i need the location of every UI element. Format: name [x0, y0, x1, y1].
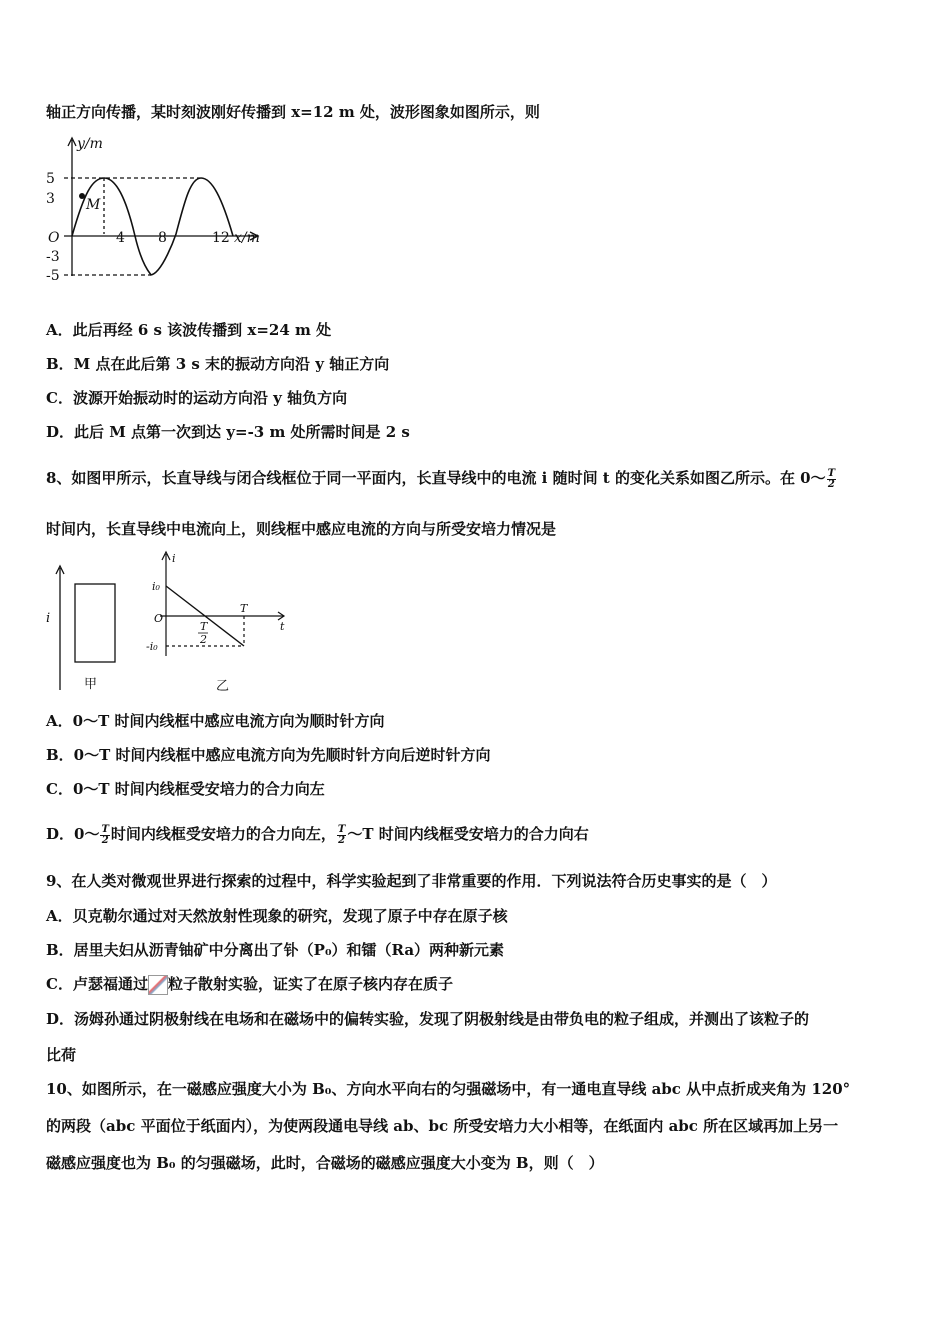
q8-d-frac2-num: T [337, 823, 346, 835]
neg-i0-label: -i₀ [146, 640, 158, 653]
q9-c-text1: C．卢瑟福通过 [46, 975, 148, 993]
x-tick-4: 4 [116, 230, 125, 246]
q8-stem-line2: 时间内，长直导线中电流向上，则线框中感应电流的方向与所受安培力情况是 [46, 520, 557, 538]
q10-line2: 的两段（abc 平面位于纸面内），为使两段通电导线 ab、bc 所受安培力大小相等，在纸面内 abc 所在区域再加上另一 [46, 1117, 839, 1135]
q8-d-text2: 时间内线框受安培力的合力向左， [110, 825, 336, 843]
wave-curve [72, 178, 233, 275]
q9-option-a[interactable]: A．贝克勒尔通过对天然放射性现象的研究，发现了原子中存在原子核 [46, 907, 508, 925]
y-tick-5: 5 [46, 171, 55, 187]
q9-option-c[interactable] [46, 974, 453, 995]
y-tick-neg5: -5 [46, 268, 60, 284]
caption-yi: 乙 [216, 679, 230, 694]
q7-option-c[interactable]: C．波源开始振动时的运动方向沿 y 轴负方向 [46, 389, 348, 407]
origin-label: O [48, 230, 60, 246]
q8-option-a[interactable]: A．0～T 时间内线框中感应电流方向为顺时针方向 [46, 712, 385, 730]
t-axis-label: t [280, 620, 285, 633]
q10-line3: 磁感应强度也为 B₀ 的匀强磁场，此时，合磁场的磁感应强度大小变为 B，则（ ） [46, 1154, 604, 1172]
q8-d-fraction2 [337, 825, 346, 846]
x-tick-12: 12 [212, 230, 230, 246]
q9-option-d[interactable]: D．汤姆孙通过阴极射线在电场和在磁场中的偏转实验，发现了阴极射线是由带负电的粒子组成，并测出了该粒子的 [46, 1010, 810, 1028]
y-axis-label: y/m [77, 136, 103, 152]
i0-label: i₀ [152, 580, 160, 593]
q7-option-a[interactable]: A．此后再经 6 s 该波传播到 x=24 m 处 [46, 321, 332, 339]
half-T-num: T [200, 620, 208, 633]
q8-stem-frac-den: 2 [827, 478, 835, 490]
caption-jia: 甲 [84, 677, 98, 692]
figure-yi [144, 548, 294, 694]
y-tick-neg3: -3 [46, 249, 60, 265]
q8-stem-frac-num: T [827, 467, 836, 479]
q7-option-b[interactable]: B．M 点在此后第 3 s 末的振动方向沿 y 轴正方向 [46, 355, 390, 373]
q8-d-frac2-den: 2 [338, 834, 346, 846]
T-label: T [240, 602, 248, 615]
point-m-label: M [86, 197, 101, 213]
q8-d-text3: ～T 时间内线框受安培力的合力向右 [347, 825, 589, 843]
point-m-marker [79, 193, 85, 199]
q9-option-d-cont: 比荷 [46, 1046, 77, 1064]
q8-option-c[interactable]: C．0～T 时间内线框受安培力的合力向左 [46, 780, 325, 798]
i-axis-label: i [172, 552, 176, 565]
q10-line1: 10、如图所示，在一磁感应强度大小为 B₀、方向水平向右的匀强磁场中，有一通电直导线 abc 从中点折成夹角为 120° [46, 1080, 851, 1098]
intro-line: 轴正方向传播，某时刻波刚好传播到 x=12 m 处，波形图象如图所示，则 [46, 103, 540, 121]
q8-d-fraction1 [100, 825, 109, 846]
x-tick-8: 8 [158, 230, 167, 246]
q8-stem-text1: 8、如图甲所示，长直导线与闭合线框位于同一平面内，长直导线中的电流 i 随时间 t 的变化关系如图乙所示。在 0～ [46, 469, 826, 487]
q9-c-text2: 粒子散射实验，证实了在原子核内存在质子 [167, 975, 453, 993]
q9-stem: 9、在人类对微观世界进行探索的过程中，科学实验起到了非常重要的作用．下列说法符合历史事实的是（ ） [46, 872, 777, 890]
q8-d-frac1-num: T [101, 823, 109, 835]
q8-stem-fraction [827, 469, 836, 490]
q8-d-frac1-den: 2 [101, 834, 109, 846]
q8-d-text1: D．0～ [46, 825, 100, 843]
half-T-den: 2 [200, 633, 207, 646]
y-tick-3: 3 [46, 191, 55, 207]
q7-option-d[interactable]: D．此后 M 点第一次到达 y=-3 m 处所需时间是 2 s [46, 423, 410, 441]
q8-option-d[interactable] [46, 824, 589, 846]
wave-graph [44, 134, 274, 286]
q8-stem-line1 [46, 468, 837, 490]
q9-option-b[interactable]: B．居里夫妇从沥青铀矿中分离出了钋（P₀）和镭（Ra）两种新元素 [46, 941, 505, 959]
alpha-symbol-image [148, 975, 168, 995]
q8-option-b[interactable]: B．0～T 时间内线框中感应电流方向为先顺时针方向后逆时针方向 [46, 746, 491, 764]
figure-jia [44, 560, 144, 694]
x-axis-label: x/m [234, 230, 260, 246]
origin-label-yi: O [154, 612, 164, 625]
wire-frame [75, 584, 115, 662]
current-label: i [46, 611, 51, 626]
